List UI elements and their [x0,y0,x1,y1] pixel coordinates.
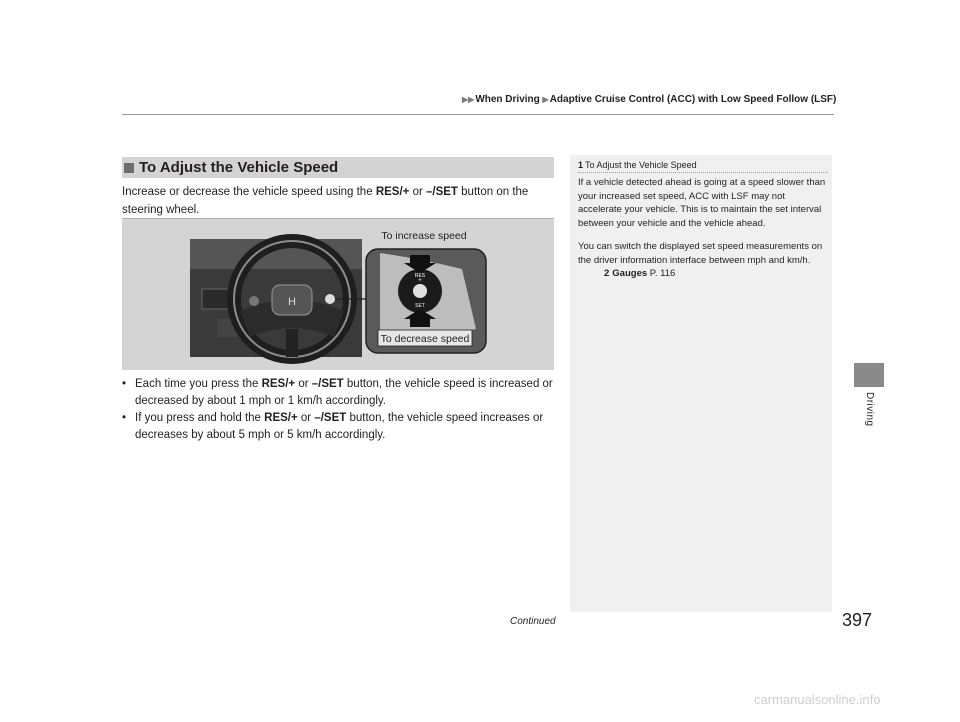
bullet-btn: RES/+ [261,378,296,390]
btn-res-label: RES [414,273,426,279]
intro-btn2: –/SET [426,186,458,198]
section-title: To Adjust the Vehicle Speed [139,159,339,176]
section-square-icon [124,163,134,173]
intro-btn1: RES/+ [375,186,410,198]
note-number: 1 [578,160,584,170]
xref-label: Gauges [612,268,648,279]
bullet-text: Each time you press the [135,378,262,390]
gauges-link[interactable] [578,267,828,281]
note-paragraph: You can switch the displayed set speed measurements on the driver information interface between mph and km/h. [578,241,823,266]
list-item: • Each time you press the RES/+ or –/SET button, the vehicle speed is increased or decreased by about 1 mph or 1 km/h accordingly. [122,378,553,407]
breadcrumb-part1: When Driving [475,94,540,105]
note-body [578,176,828,281]
intro-mid: or [409,186,426,198]
note-heading [578,160,697,170]
intro-post: button on the steering wheel. [122,186,529,216]
chapter-tab [854,363,884,387]
intro-pre: Increase or decrease the vehicle speed using the [122,186,376,198]
btn-plus-label: + [418,278,422,284]
bullet-text: button, the vehicle speed is increased or decreased by about 1 mph or 1 km/h accordingly. [135,378,553,407]
intro-text [122,183,554,219]
header-rule [122,114,834,115]
bullet-btn: –/SET [311,378,344,390]
section-header [122,157,554,178]
bullet-btn: RES/+ [264,412,298,424]
note-title: To Adjust the Vehicle Speed [585,160,697,170]
note-rule [578,172,828,173]
bullet-btn: –/SET [314,412,347,424]
steering-wheel-illustration [122,219,554,370]
list-item: • If you press and hold the RES/+ or –/SET button, the vehicle speed increases or decreases by about 5 mph or 5 km/h accordingly. [122,412,544,441]
watermark: carmanualsonline.info [754,692,881,707]
bullet-text: or [295,378,312,390]
bullet-text: If you press and hold the [135,412,265,424]
btn-set-label: SET [415,303,425,309]
double-arrow-icon: ▶▶ [462,95,475,104]
arrow-icon: ▶ [542,95,549,104]
chapter-label: Driving [864,392,875,427]
svg-text:H: H [288,296,296,308]
xref-page: P. 116 [647,268,676,279]
reference-arrow-icon: 2 [604,268,610,279]
breadcrumb-part2: Adaptive Cruise Control (ACC) with Low Speed Follow (LSF) [549,94,837,105]
note-paragraph: If a vehicle detected ahead is going at a speed slower than your increased set speed, ACC with LSF may not accelerate your vehicle. This is to maintain the set interval between your vehicle and the vehicle ahead. [578,177,826,229]
bullet-list [122,376,558,444]
bullet-text: button, the vehicle speed increases or decreases by about 5 mph or 5 km/h accordingly. [135,412,544,441]
label-increase: To increase speed [381,230,467,242]
breadcrumb [462,94,836,105]
label-decrease: To decrease speed [380,333,470,345]
side-note [570,155,832,612]
steering-wheel-figure [122,219,554,370]
continued-label: Continued [510,616,556,627]
bullet-text: or [297,412,315,424]
page-number: 397 [842,610,873,630]
